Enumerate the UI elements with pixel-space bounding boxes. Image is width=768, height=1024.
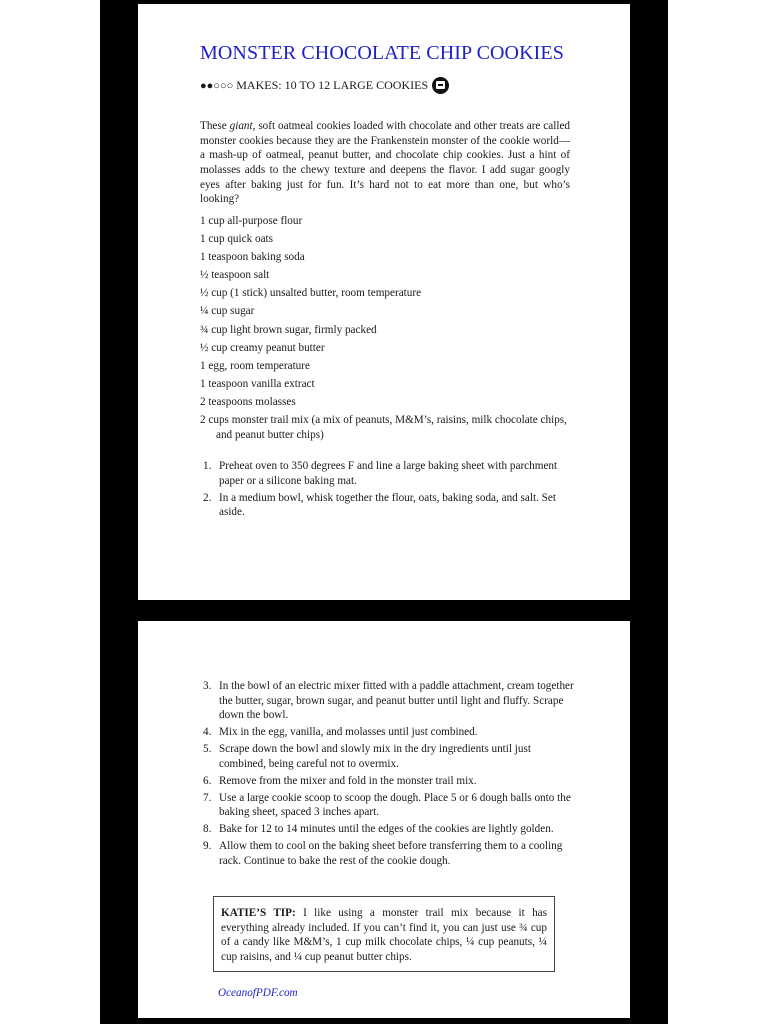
instruction-step [203, 839, 575, 868]
ingredient-item: ½ cup creamy peanut butter [200, 341, 325, 354]
page-1 [138, 4, 630, 600]
step-text: Scrape down the bowl and slowly mix in the dry ingredients until just combined, being careful not to overmix. [219, 743, 531, 770]
step-text: In the bowl of an electric mixer fitted with a paddle attachment, cream together the butter, sugar, brown sugar, and peanut butter until light and fluffy. Scrape down the bowl. [219, 680, 574, 722]
step-number: 1. [203, 460, 212, 472]
instruction-list-continued [203, 679, 575, 871]
instruction-step [203, 491, 575, 520]
step-number: 6. [203, 774, 212, 787]
step-text: Remove from the mixer and fold in the monster trail mix. [219, 774, 477, 787]
instruction-step [203, 679, 575, 723]
instruction-step [203, 774, 575, 789]
yield-line [200, 77, 449, 94]
source-link[interactable]: OceanofPDF.com [218, 987, 298, 999]
ingredient-item: 1 teaspoon vanilla extract [200, 377, 315, 390]
intro-text-rest: , soft oatmeal cookies loaded with chocolate and other treats are called monster cookies because they are the Frankenstein monster of the cookie world—a mash-up of oatmeal, peanut butter, and chocolate chip cookies. Just a hint of molasses adds to the chewy texture and deepens the flavor. I add sugar googly eyes after baking just for fun. It’s hard not to eat more than one, but who’s looking? [200, 120, 570, 206]
instruction-step [203, 725, 575, 740]
step-number: 5. [203, 743, 212, 756]
tip-label: KATIE’S TIP: [221, 907, 296, 919]
intro-text-start: These [200, 120, 230, 133]
instruction-step [203, 742, 575, 771]
instruction-list [203, 459, 575, 522]
tip-box [213, 896, 555, 972]
ingredient-list [200, 214, 580, 446]
step-number: 8. [203, 823, 212, 836]
instruction-step [203, 459, 575, 488]
ingredient-item: 1 egg, room temperature [200, 359, 310, 372]
step-text: Bake for 12 to 14 minutes until the edges of the cookies are lightly golden. [219, 823, 554, 836]
step-number: 2. [203, 491, 212, 504]
recipe-intro [200, 119, 570, 207]
yield-text: MAKES: 10 TO 12 LARGE COOKIES [236, 78, 429, 92]
instruction-step [203, 791, 575, 820]
step-number: 4. [203, 726, 212, 739]
step-number: 9. [203, 840, 212, 853]
ingredient-item: 2 teaspoons molasses [200, 395, 296, 408]
step-number: 7. [203, 791, 212, 804]
tip-text: I like using a monster trail mix because it has everything already included. If you can’t find it, you can just use ¾ cup of a candy like M&M’s, 1 cup milk chocolate chips, ¼ cup peanuts, ¼ cup raisins, and ¼ cup peanut butter chips. [221, 907, 547, 963]
ingredient-item: 1 cup all-purpose flour [200, 215, 303, 227]
step-text: In a medium bowl, whisk together the flour, oats, baking soda, and salt. Set aside. [219, 491, 556, 519]
ingredient-item: ½ teaspoon salt [200, 269, 270, 282]
ingredient-item: 2 cups monster trail mix (a mix of peanuts, M&M’s, raisins, milk chocolate chips, and peanut butter chips) [200, 414, 567, 441]
ingredient-item: 1 cup quick oats [200, 233, 274, 246]
ingredient-item: ¾ cup light brown sugar, firmly packed [200, 323, 377, 336]
step-text: Mix in the egg, vanilla, and molasses until just combined. [219, 726, 478, 739]
step-text: Preheat oven to 350 degrees F and line a large baking sheet with parchment paper or a silicone baking mat. [219, 460, 558, 487]
ingredient-item: ½ cup (1 stick) unsalted butter, room temperature [200, 287, 422, 300]
instruction-step [203, 822, 575, 837]
step-text: Allow them to cool on the baking sheet before transferring them to a cooling rack. Continue to bake the rest of the cookie dough. [219, 840, 563, 867]
ingredient-item: 1 teaspoon baking soda [200, 251, 305, 264]
ingredient-item: ¼ cup sugar [200, 305, 255, 318]
step-number: 3. [203, 680, 212, 692]
cookie-sheet-icon [432, 77, 449, 94]
intro-emphasis: giant [229, 120, 253, 133]
difficulty-rating: ●●○○○ [200, 79, 234, 92]
page-2 [138, 621, 630, 1018]
recipe-title: MONSTER CHOCOLATE CHIP COOKIES [200, 42, 564, 64]
step-text: Use a large cookie scoop to scoop the dough. Place 5 or 6 dough balls onto the baking sheet, spaced 3 inches apart. [219, 791, 571, 819]
